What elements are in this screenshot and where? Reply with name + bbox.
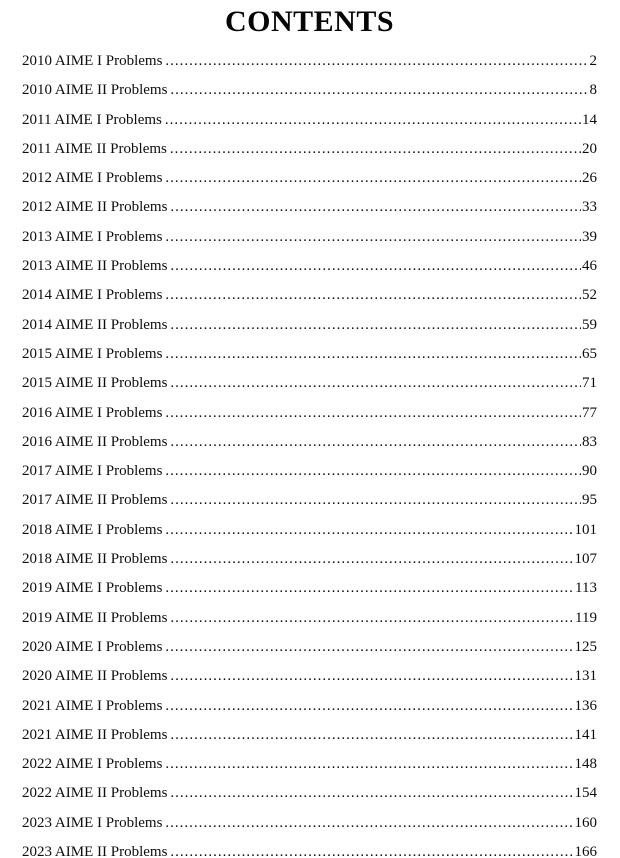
toc-entry-dots	[170, 662, 573, 691]
toc-entry-dots	[170, 252, 581, 281]
toc-entry[interactable]	[22, 223, 597, 252]
toc-entry-dots	[165, 106, 581, 135]
toc-entry-dots	[165, 633, 573, 662]
toc-entry[interactable]	[22, 545, 597, 574]
toc-entry-label: 2019 AIME I Problems	[22, 580, 163, 597]
toc-entry-page: 77	[582, 404, 597, 421]
toc-entry-label: 2011 AIME I Problems	[22, 111, 162, 128]
toc-entry-label: 2012 AIME I Problems	[22, 170, 163, 187]
toc-entry-page: 160	[574, 814, 597, 831]
toc-entry-dots	[165, 692, 573, 721]
toc-entry-page: 90	[582, 463, 597, 480]
toc-entry-page: 52	[582, 287, 597, 304]
toc-entry-label: 2012 AIME II Problems	[22, 199, 168, 216]
toc-entry-dots	[170, 76, 588, 105]
toc-entry-dots	[170, 838, 573, 858]
page-title: CONTENTS	[224, 5, 395, 38]
toc-entry-label: 2015 AIME II Problems	[22, 375, 168, 392]
toc-entry-dots	[170, 311, 581, 340]
toc-entry-label: 2022 AIME II Problems	[22, 785, 168, 802]
toc-entry-page: 33	[582, 199, 597, 216]
toc-entry-dots	[170, 369, 581, 398]
toc-entry-page: 65	[582, 345, 597, 362]
toc-list	[22, 47, 597, 858]
toc-entry-label: 2014 AIME II Problems	[22, 316, 168, 333]
toc-entry-page: 141	[574, 726, 597, 743]
toc-entry-dots	[170, 486, 581, 515]
toc-entry-label: 2018 AIME I Problems	[22, 521, 163, 538]
toc-entry-dots	[165, 47, 588, 76]
toc-entry[interactable]	[22, 47, 597, 76]
toc-entry-page: 136	[574, 697, 597, 714]
toc-entry-page: 119	[575, 609, 597, 626]
toc-entry-page: 39	[582, 228, 597, 245]
toc-entry-label: 2011 AIME II Problems	[22, 140, 167, 157]
toc-entry-page: 107	[574, 551, 597, 568]
toc-entry-label: 2023 AIME I Problems	[22, 814, 163, 831]
toc-entry[interactable]	[22, 838, 597, 858]
toc-entry-page: 148	[574, 756, 597, 773]
toc-entry-page: 59	[582, 316, 597, 333]
toc-entry-dots	[165, 340, 581, 369]
toc-entry[interactable]	[22, 486, 597, 515]
toc-entry[interactable]	[22, 193, 597, 222]
toc-entry-page: 83	[582, 433, 597, 450]
toc-entry-label: 2017 AIME I Problems	[22, 463, 163, 480]
toc-entry-page: 95	[582, 492, 597, 509]
toc-entry[interactable]	[22, 779, 597, 808]
toc-entry-label: 2020 AIME I Problems	[22, 638, 163, 655]
toc-entry[interactable]	[22, 106, 597, 135]
toc-entry-dots	[170, 193, 581, 222]
toc-entry-dots	[170, 721, 573, 750]
toc-entry-label: 2010 AIME II Problems	[22, 82, 168, 99]
toc-entry-dots	[170, 428, 581, 457]
toc-entry[interactable]	[22, 135, 597, 164]
toc-entry[interactable]	[22, 662, 597, 691]
toc-entry-page: 166	[574, 844, 597, 858]
toc-entry-dots	[170, 135, 581, 164]
toc-entry-page: 131	[574, 668, 597, 685]
toc-entry-page: 8	[589, 82, 597, 99]
toc-entry-page: 101	[574, 521, 597, 538]
toc-entry-label: 2018 AIME II Problems	[22, 551, 168, 568]
toc-entry-label: 2019 AIME II Problems	[22, 609, 168, 626]
toc-entry[interactable]	[22, 516, 597, 545]
toc-entry-label: 2010 AIME I Problems	[22, 53, 163, 69]
toc-entry-dots	[165, 164, 581, 193]
toc-entry-page: 46	[582, 258, 597, 275]
toc-entry[interactable]	[22, 721, 597, 750]
toc-entry-label: 2021 AIME I Problems	[22, 697, 163, 714]
toc-entry-dots	[165, 281, 581, 310]
toc-entry-page: 2	[589, 53, 597, 69]
toc-entry-label: 2020 AIME II Problems	[22, 668, 168, 685]
toc-entry[interactable]	[22, 604, 597, 633]
toc-entry[interactable]	[22, 164, 597, 193]
toc-entry[interactable]	[22, 809, 597, 838]
toc-entry-label: 2016 AIME I Problems	[22, 404, 163, 421]
toc-entry-dots	[165, 809, 573, 838]
toc-entry[interactable]	[22, 750, 597, 779]
toc-entry-label: 2016 AIME II Problems	[22, 433, 168, 450]
toc-entry-dots	[170, 779, 573, 808]
toc-entry[interactable]	[22, 633, 597, 662]
toc-entry-label: 2021 AIME II Problems	[22, 726, 168, 743]
toc-entry-label: 2014 AIME I Problems	[22, 287, 163, 304]
toc-entry-label: 2013 AIME I Problems	[22, 228, 163, 245]
toc-entry-page: 125	[574, 638, 597, 655]
toc-entry-dots	[170, 545, 573, 574]
toc-entry-page: 20	[582, 140, 597, 157]
toc-entry[interactable]	[22, 428, 597, 457]
toc-entry-page: 113	[575, 580, 597, 597]
toc-entry[interactable]	[22, 692, 597, 721]
toc-entry-dots	[165, 223, 581, 252]
toc-entry-dots	[165, 750, 573, 779]
toc-entry-dots	[165, 516, 573, 545]
toc-entry[interactable]	[22, 340, 597, 369]
toc-entry-dots	[170, 604, 574, 633]
toc-entry[interactable]	[22, 457, 597, 486]
toc-entry-page: 14	[582, 111, 597, 128]
toc-entry-dots	[165, 399, 581, 428]
toc-entry-label: 2022 AIME I Problems	[22, 756, 163, 773]
toc-entry-page: 154	[574, 785, 597, 802]
toc-entry[interactable]	[22, 399, 597, 428]
toc-entry-page: 26	[582, 170, 597, 187]
toc-entry-page: 71	[582, 375, 597, 392]
toc-entry[interactable]	[22, 369, 597, 398]
toc-entry-label: 2015 AIME I Problems	[22, 345, 163, 362]
toc-entry-dots	[165, 457, 581, 486]
toc-entry[interactable]	[22, 76, 597, 105]
toc-entry[interactable]	[22, 574, 597, 603]
toc-entry-label: 2017 AIME II Problems	[22, 492, 168, 509]
toc-entry[interactable]	[22, 252, 597, 281]
toc-entry[interactable]	[22, 281, 597, 310]
toc-entry[interactable]	[22, 311, 597, 340]
toc-entry-label: 2023 AIME II Problems	[22, 844, 168, 858]
toc-entry-dots	[165, 574, 574, 603]
toc-entry-label: 2013 AIME II Problems	[22, 258, 168, 275]
